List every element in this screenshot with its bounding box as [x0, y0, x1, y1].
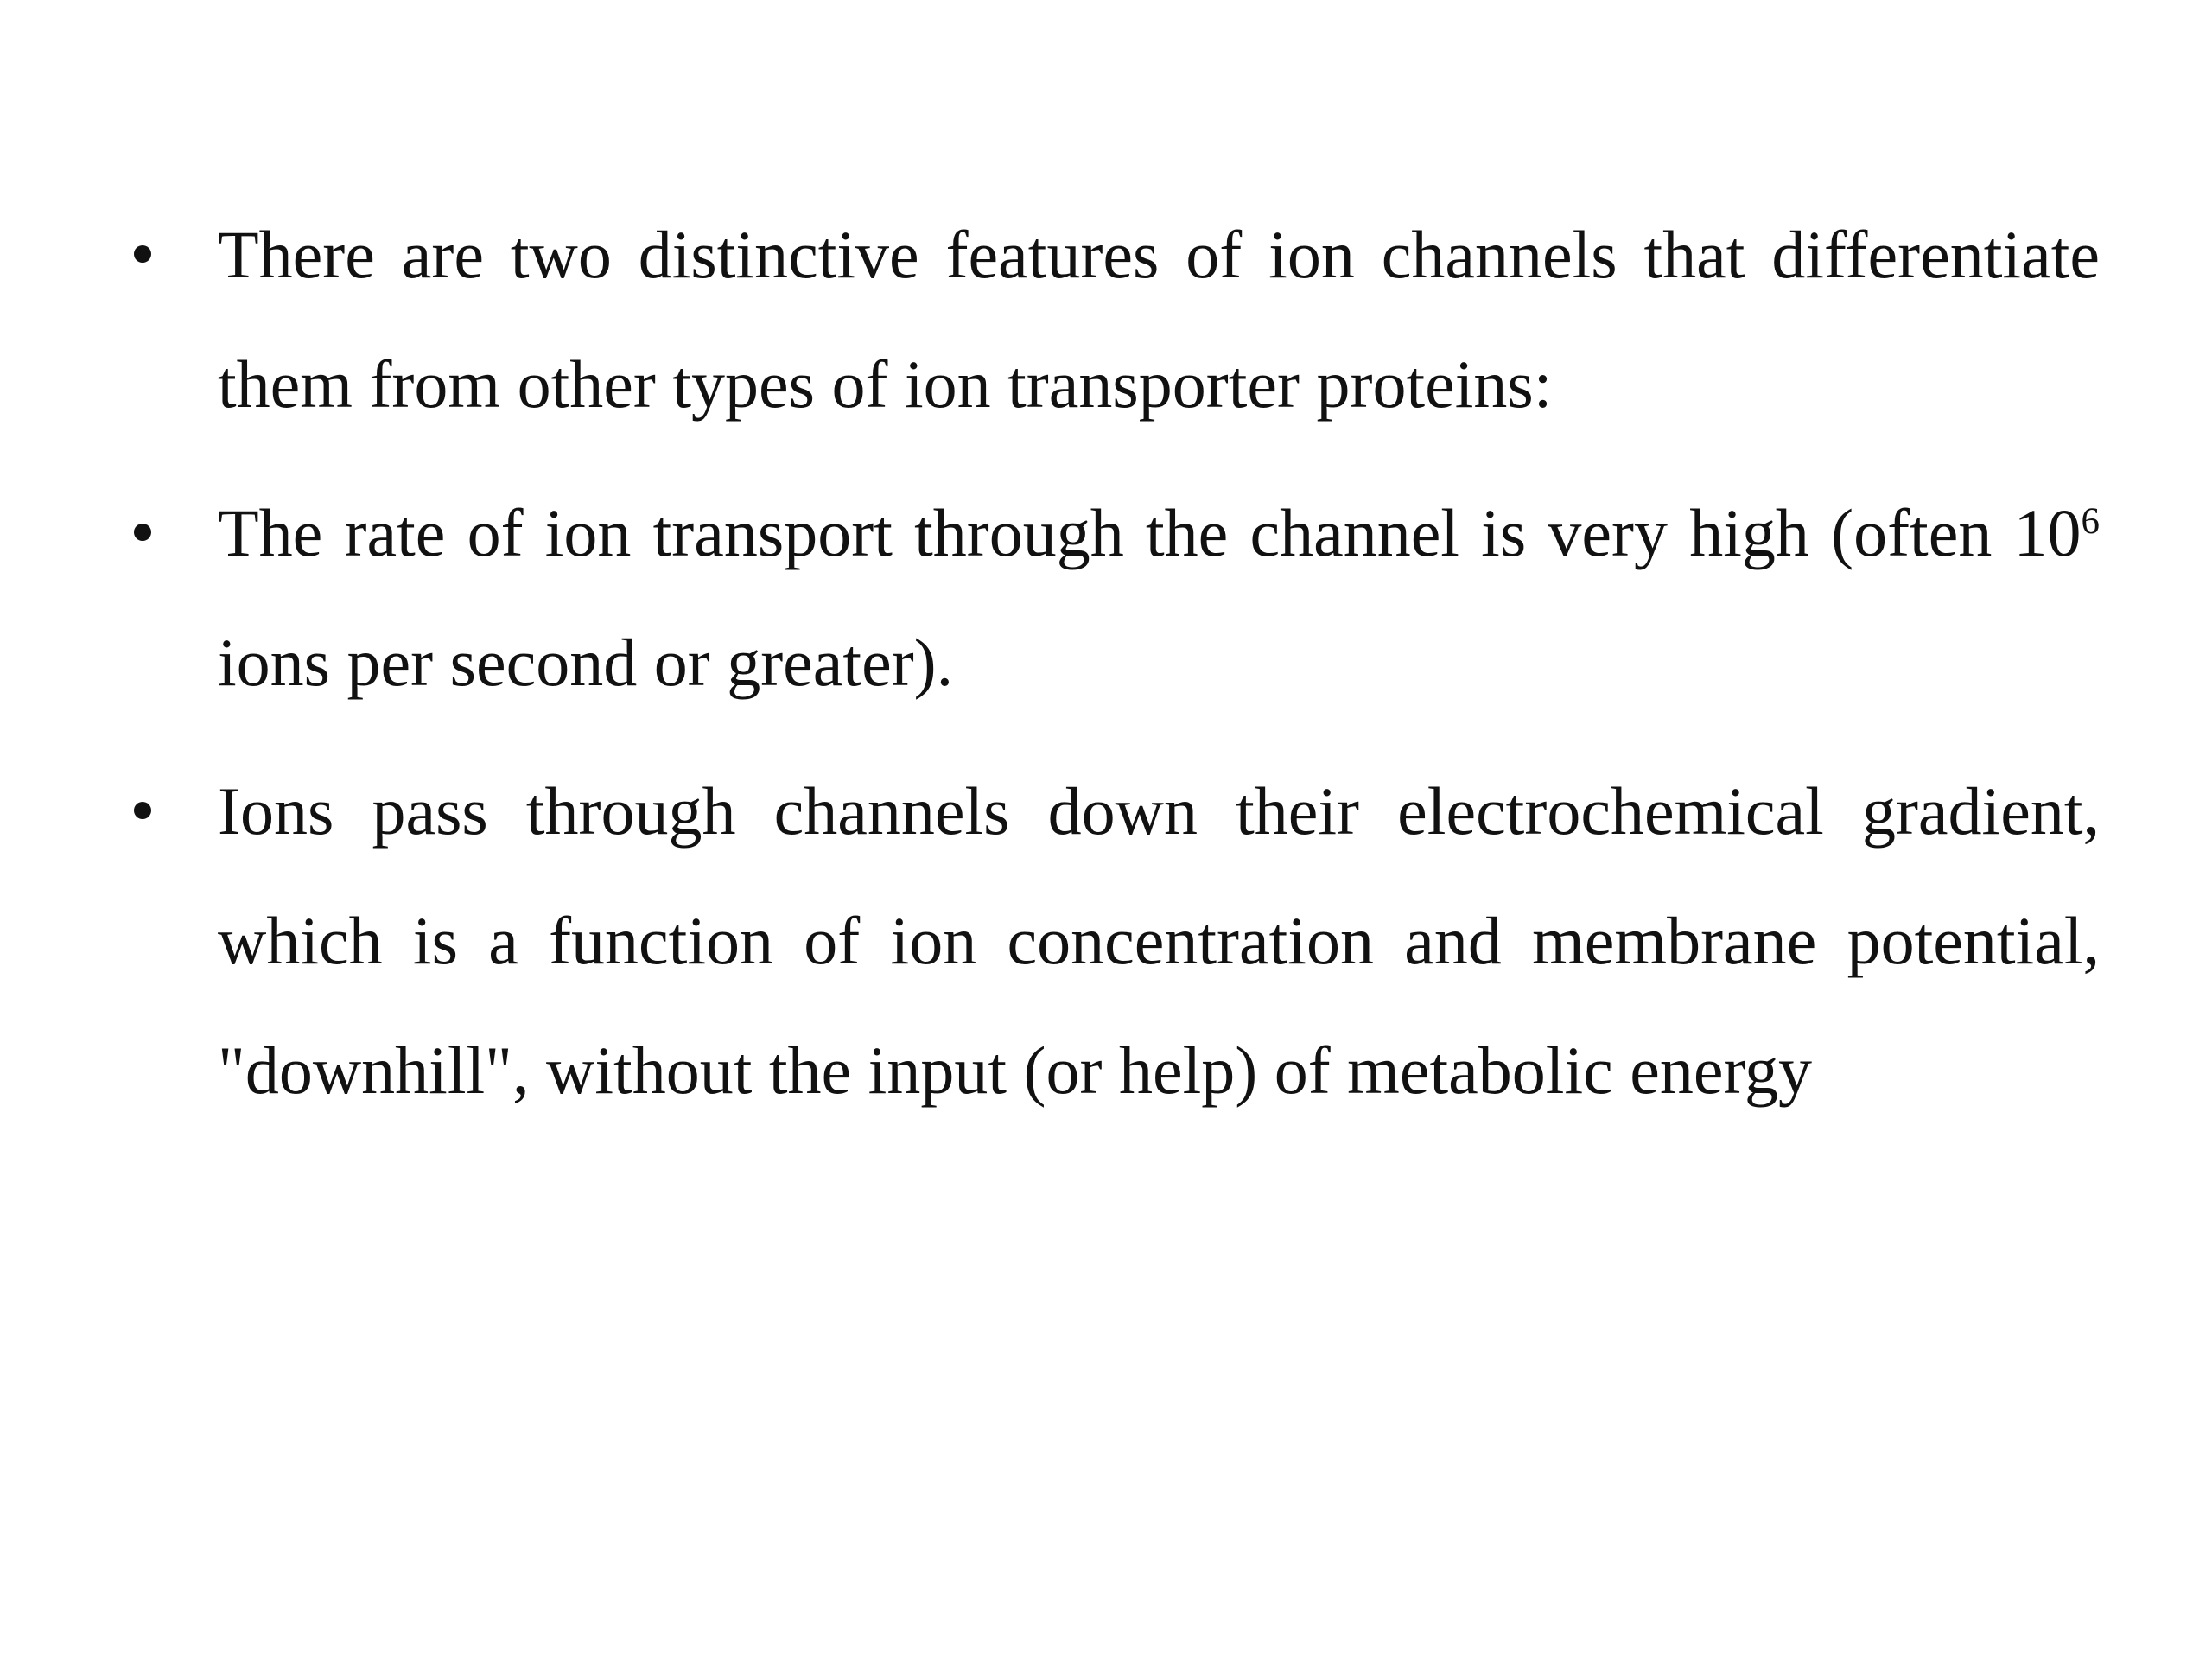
exponent: 6	[2081, 501, 2100, 543]
bullet-text: There are two distinctive features of ion channels that differentiate them from other types of ion transporter proteins:	[218, 217, 2100, 422]
bullet-item-distinctive-features	[121, 190, 2100, 449]
slide-content	[121, 190, 2100, 1154]
bullet-text: Ions pass through channels down their electrochemical gradient, which is a function of ion concentration and membrane potential, "downhill", without the input (or help) of metabolic energy	[218, 773, 2100, 1108]
bullet-text-after: ions per second or greater).	[218, 625, 954, 700]
bullet-icon	[134, 524, 151, 541]
bullet-list	[121, 190, 2100, 1135]
bullet-icon	[134, 245, 151, 263]
bullet-item-transport-rate	[121, 468, 2100, 728]
bullet-icon	[134, 802, 151, 819]
bullet-text-before: The rate of ion transport through the channel is very high (often 10	[218, 495, 2082, 570]
bullet-item-electrochemical-gradient	[121, 747, 2100, 1135]
